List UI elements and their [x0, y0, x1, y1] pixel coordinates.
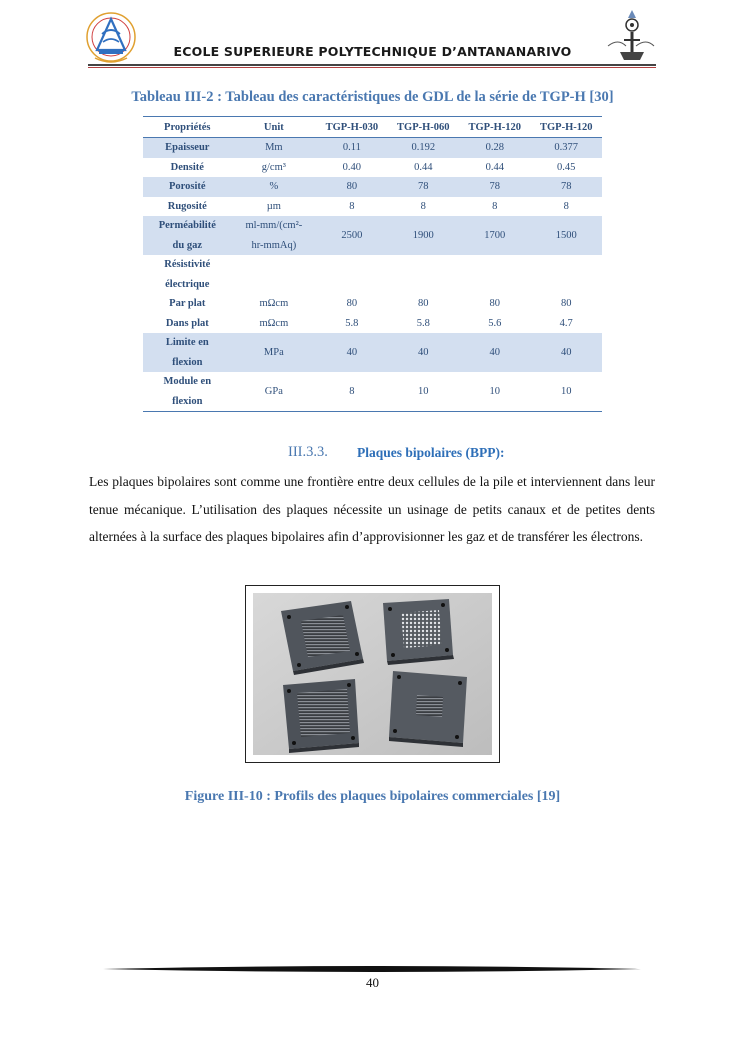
value-cell: 0.11	[316, 138, 387, 158]
property-line: Résistivité	[164, 259, 211, 270]
property-cell: Densité	[170, 161, 204, 173]
bipolar-plates-photo	[253, 593, 492, 755]
value-cell: 0.40	[342, 161, 362, 173]
value-cell: 8	[420, 200, 426, 212]
value-cell: 8	[349, 200, 355, 212]
value-line: 4.7	[559, 317, 573, 329]
value-line: 80	[346, 298, 358, 309]
header-institution: ECOLE SUPERIEURE POLYTECHNIQUE D’ANTANANARIVO	[173, 44, 572, 59]
column-header: Unit	[232, 117, 317, 138]
unit-cell: µm	[266, 200, 281, 212]
value-line: 80	[560, 298, 572, 309]
figure-caption: Figure III-10 : Profils des plaques bipolaires commerciales [19]	[184, 789, 561, 804]
body-paragraph: Les plaques bipolaires sont comme une frontière entre deux cellules de la pile et interviennent dans leur tenue mécanique. L’utilisation des plaques nécessite un usinage de petits canaux et de petites dents alternées à la surface des plaques bipolaires afin d’approvisionner les gaz et de transférer les électrons.	[89, 474, 655, 544]
page-number: 40	[366, 975, 379, 990]
property-line: électrique	[165, 278, 210, 290]
table-row	[143, 138, 602, 158]
property-cell: Epaisseur	[143, 138, 232, 158]
value-cell: 8	[492, 200, 498, 212]
value-cell: 0.28	[459, 138, 530, 158]
section-title: Plaques bipolaires (BPP):	[357, 445, 505, 460]
property-cell: Rugosité	[167, 200, 207, 212]
property-cell	[143, 216, 232, 255]
value-line: 5.6	[488, 317, 502, 329]
property-cell	[143, 255, 232, 333]
column-header: Propriétés	[143, 117, 232, 138]
value-cell: 8	[563, 200, 569, 212]
table-row	[143, 333, 602, 372]
property-line: flexion	[172, 395, 203, 407]
column-header: TGP-H-120	[459, 117, 530, 138]
gdl-properties-table	[143, 116, 602, 412]
value-line: 80	[489, 298, 500, 309]
unit-cell: g/cm³	[261, 161, 286, 173]
column-header: TGP-H-030	[316, 117, 387, 138]
unit-cell: MPa	[232, 333, 317, 372]
value-cell: 78	[388, 177, 459, 197]
plate-bottom-left	[283, 679, 359, 753]
plate-top-right	[383, 599, 454, 665]
property-line: Par plat	[169, 298, 206, 309]
footer-divider	[103, 962, 641, 976]
value-cell	[316, 255, 387, 333]
column-header: TGP-H-060	[388, 117, 459, 138]
value-cell: 1500	[530, 216, 602, 255]
school-logo	[85, 10, 137, 68]
value-cell: 0.44	[485, 161, 504, 173]
value-cell: 10	[560, 385, 572, 397]
value-cell: 78	[459, 177, 530, 197]
value-cell: 80	[316, 177, 387, 197]
value-cell	[388, 255, 459, 333]
table-row	[143, 372, 602, 412]
value-cell: 40	[459, 333, 530, 372]
unit-cell: %	[232, 177, 317, 197]
property-cell: Porosité	[143, 177, 232, 197]
unit-line: mΩcm	[259, 298, 289, 309]
unit-cell: Mm	[232, 138, 317, 158]
property-line: flexion	[172, 356, 203, 368]
unit-cell	[232, 216, 317, 255]
plate-top-left	[281, 601, 364, 675]
value-cell	[530, 255, 602, 333]
header-divider	[88, 64, 656, 66]
value-cell: 0.44	[414, 161, 433, 173]
property-line: Dans plat	[165, 317, 209, 329]
table-row	[143, 255, 602, 333]
value-cell: 0.45	[557, 161, 576, 173]
value-cell: 1900	[388, 216, 459, 255]
figure-frame	[245, 585, 500, 763]
table-row	[143, 197, 602, 217]
table-header-row	[143, 117, 602, 138]
table-row	[143, 177, 602, 197]
property-cell	[143, 372, 232, 412]
unit-cell: GPa	[264, 385, 283, 397]
plate-bottom-right	[389, 671, 467, 747]
unit-cell	[232, 255, 317, 333]
value-line: 5.8	[345, 317, 359, 329]
section-number: III.3.3.	[288, 444, 328, 460]
table-caption: Tableau III-2 : Tableau des caractéristiques de GDL de la série de TGP-H [30]	[131, 89, 614, 105]
value-cell: 2500	[316, 216, 387, 255]
value-cell: 10	[418, 385, 429, 397]
unit-line: ml-mm/(cm²-	[245, 220, 303, 231]
value-cell: 40	[530, 333, 602, 372]
table-row	[143, 216, 602, 255]
value-cell: 0.192	[388, 138, 459, 158]
property-line: Limite en	[165, 337, 209, 348]
value-cell: 1700	[459, 216, 530, 255]
unit-line: hr-mmAq)	[251, 239, 297, 251]
property-cell	[143, 333, 232, 372]
property-line: du gaz	[172, 239, 203, 251]
header-divider-accent	[88, 67, 656, 68]
value-cell: 10	[489, 385, 500, 397]
value-line: 80	[418, 298, 429, 309]
value-cell: 0.377	[530, 138, 602, 158]
property-line: Perméabilité	[158, 220, 216, 231]
column-header: TGP-H-120	[530, 117, 602, 138]
property-line: Module en	[163, 376, 212, 387]
value-cell	[459, 255, 530, 333]
value-cell: 78	[530, 177, 602, 197]
value-cell: 8	[349, 385, 355, 397]
value-line: 5.8	[416, 317, 430, 329]
unit-line: mΩcm	[259, 317, 289, 329]
value-cell: 40	[316, 333, 387, 372]
table-row	[143, 158, 602, 178]
value-cell: 40	[388, 333, 459, 372]
